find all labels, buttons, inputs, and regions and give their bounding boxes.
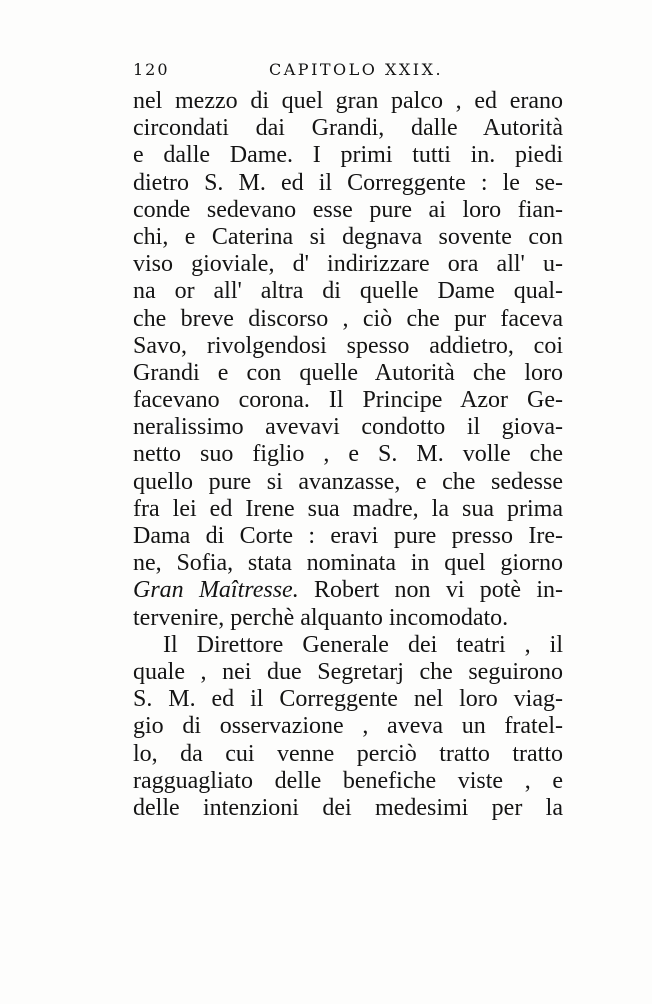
text-line: e dalle Dame. I primi tutti in. piedi [133,142,563,169]
text-line: S. M. ed il Correggente nel loro viag- [133,686,563,713]
running-head [133,60,561,86]
text-line-mixed [133,577,563,604]
text-line: Grandi e con quelle Autorità che loro [133,359,563,386]
body-text [133,88,563,822]
text-line: conde sedevano esse pure ai loro fian- [133,196,563,223]
text-line: netto suo figlio , e S. M. volle che [133,441,563,468]
chapter-title: CAPITOLO XXIX. [269,60,444,79]
text-line: gio di osservazione , aveva un fratel- [133,713,563,740]
text-line: Dama di Corte : eravi pure presso Ire- [133,523,563,549]
text-line: viso gioviale, d' indirizzare ora all' u- [133,251,563,278]
italic-term: Gran Maîtresse. [133,577,299,604]
text-line: dietro S. M. ed il Correggente : le se- [133,169,563,196]
text-line: fra lei ed Irene sua madre, la sua prima [133,495,563,522]
text-line: circondati dai Grandi, dalle Autorità [133,115,563,142]
text-line: che breve discorso , ciò che pur faceva [133,305,563,332]
text-line: nel mezzo di quel gran palco , ed erano [133,88,563,114]
text-span: Robert non vi potè in- [298,577,563,604]
text-line: Savo, rivolgendosi spesso addietro, coi [133,332,563,359]
text-line: quale , nei due Segretarj che seguirono [133,658,563,685]
text-line: delle intenzioni dei medesimi per la [133,794,563,821]
page-number: 120 [133,60,170,79]
text-line: ragguagliato delle benefiche viste , e [133,767,563,794]
text-line-paragraph-start: Il Direttore Generale dei teatri , il [163,631,563,658]
text-line: ne, Sofia, stata nominata in quel giorno [133,550,563,577]
text-line: neralissimo avevavi condotto il giova- [133,414,563,441]
text-line: quello pure si avanzasse, e che sedesse [133,468,563,495]
text-line: facevano corona. Il Principe Azor Ge- [133,387,563,414]
text-line-paragraph-end: tervenire, perchè alquanto incomodato. [133,604,509,631]
text-line: lo, da cui venne perciò tratto tratto [133,740,563,767]
text-line: na or all' altra di quelle Dame qual- [133,278,563,305]
text-line: chi, e Caterina si degnava sovente con [133,223,563,250]
